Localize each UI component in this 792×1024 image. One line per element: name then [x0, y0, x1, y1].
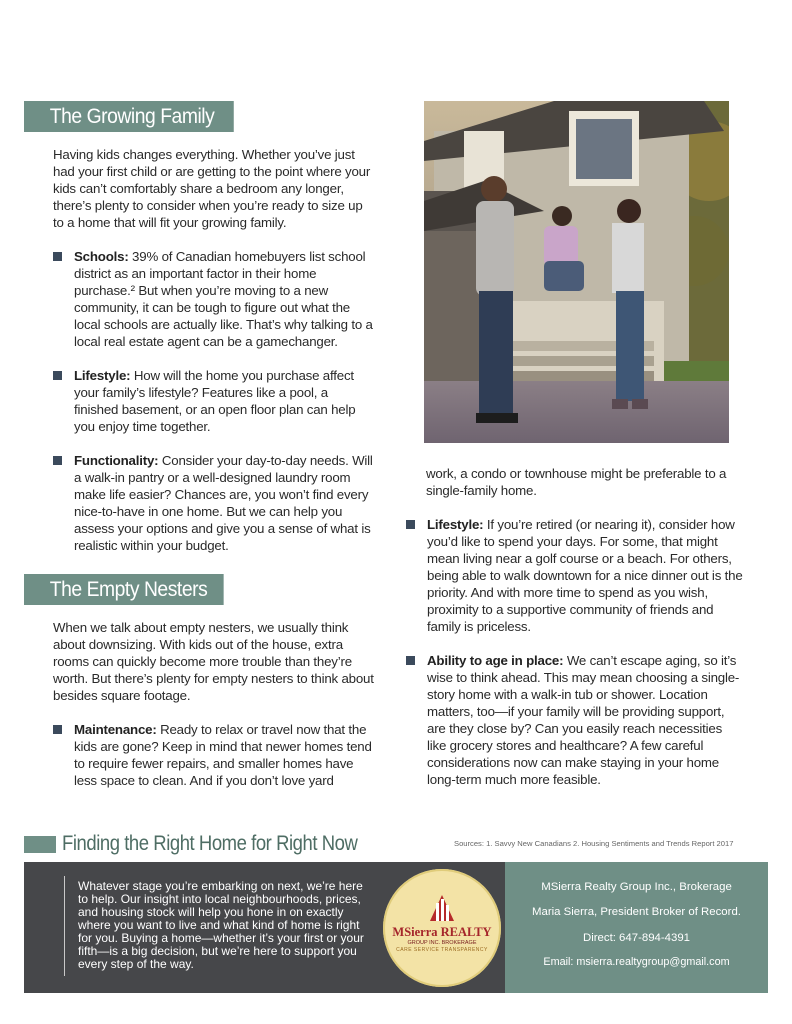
bullet-body: Consider your day-to-day needs. Will a walk-in pantry or a well-designed laundry room make life easier? Chances are, you won’t find every nice-to-have in one home. But we can help you assess your options and give you a sense of what is realistic within your budget.: [74, 453, 373, 553]
bullet-square-icon: [53, 456, 62, 465]
bullet-label: Maintenance:: [74, 722, 157, 737]
bullet-label: Ability to age in place:: [427, 653, 564, 668]
growing-family-title: The Growing Family: [49, 105, 215, 128]
bullet-text: [427, 516, 744, 635]
bullet-body: If you’re retired (or nearing it), consider how you’d like to spend your days. For some, that might mean living near a golf course or a beach. For others, being able to walk downtown for a nice dinner out is the priority. And with more time to spend as you wish, proximity to a supportive community of friends and family is priceless.: [427, 517, 743, 634]
bullet-schools: [53, 248, 375, 350]
bullet-square-icon: [53, 725, 62, 734]
bullet-text: [74, 721, 375, 789]
family-photo-illustration: [424, 101, 729, 443]
bullet-lifestyle: [53, 367, 375, 435]
bullet-body: How will the home you purchase affect your family’s lifestyle? Features like a pool, a finished basement, or an open floor plan can help you enjoy time together.: [74, 368, 356, 434]
contact-email: Email: msierra.realtygroup@gmail.com: [543, 956, 730, 968]
bullet-text: [427, 652, 744, 788]
right-column: [426, 465, 744, 788]
empty-nesters-left: [53, 619, 375, 789]
family-photo: [424, 101, 729, 443]
finding-heading: Finding the Right Home for Right Now: [62, 832, 358, 855]
section-title-empty-nesters: [24, 574, 224, 605]
bullet-text: [74, 248, 375, 350]
bullet-square-icon: [406, 520, 415, 529]
bullet-text: [74, 367, 375, 435]
logo-name: MSierra REALTY: [392, 925, 492, 939]
bullet-label: Lifestyle:: [427, 517, 484, 532]
bullet-age-in-place: [406, 652, 744, 788]
bullet-text: [74, 452, 375, 554]
section-title-growing-family: [24, 101, 234, 132]
bullet-retired-lifestyle: [406, 516, 744, 635]
footer-body: Whatever stage you’re embarking on next, we’re here to help. Our insight into local neighbourhoods, prices, and housing stock will help you hone in on exactly where you want to live and what kind of home is right for you. Buying a home—whether it’s your first or your fifth—is a big decision, but we’re here to support you every step of the way.: [78, 879, 364, 971]
bullet-body: 39% of Canadian homebuyers list school district as an important factor in their home purchase.² But when you’re moving to a new community, it can be tough to figure out what the local schools are actually like. That’s why talking to a local real estate agent can be a gamechanger.: [74, 249, 373, 349]
contact-panel: [505, 862, 768, 993]
finding-heading-bar: [24, 836, 56, 853]
bullet-maintenance: [53, 721, 375, 789]
bullet-body: Ready to relax or travel now that the kids are gone? Keep in mind that newer homes tend to require fewer repairs, and smaller homes have less space to clean. And if you don’t love yard: [74, 722, 372, 788]
growing-family-intro: Having kids changes everything. Whether you’ve just had your first child or are getting to the point where your kids can’t comfortably share a bedroom any longer, there’s plenty to consider when you’re ready to size up to a home that will fit your growing family.: [53, 147, 371, 230]
bullet-square-icon: [53, 252, 62, 261]
brand-logo: [383, 869, 501, 987]
maintenance-continued: work, a condo or townhouse might be preferable to a single-family home.: [426, 466, 727, 498]
bullet-square-icon: [53, 371, 62, 380]
bullet-square-icon: [406, 656, 415, 665]
logo-sub: GROUP INC. BROKERAGE: [407, 940, 477, 946]
contact-company: MSierra Realty Group Inc., Brokerage: [541, 881, 732, 893]
contact-broker: Maria Sierra, President Broker of Record.: [532, 906, 741, 918]
footer-divider: [64, 876, 65, 976]
bullet-label: Functionality:: [74, 453, 159, 468]
contact-phone: Direct: 647-894-4391: [582, 932, 690, 944]
empty-nesters-intro: When we talk about empty nesters, we usually think about downsizing. With kids out of the house, extra rooms can quickly become more trouble than they’re worth. But there’s plenty for empty nesters to think about besides square footage.: [53, 620, 374, 703]
bullet-body: We can’t escape aging, so it’s wise to think ahead. This may mean choosing a single-story home with a walk-in tub or shower. Location matters, too—if your family will be providing support, are they close by? Can you easily reach necessities like grocery stores and healthcare? A few careful considerations now can make staying in your home long-term much more feasible.: [427, 653, 740, 787]
bullet-label: Schools:: [74, 249, 129, 264]
logo-tagline: CARE SERVICE TRANSPARENCY: [396, 947, 488, 953]
empty-nesters-title: The Empty Nesters: [49, 578, 208, 601]
bullet-label: Lifestyle:: [74, 368, 131, 383]
sources-note: Sources: 1. Savvy New Canadians 2. Housing Sentiments and Trends Report 2017: [454, 839, 734, 848]
bullet-functionality: [53, 452, 375, 554]
left-column: [53, 146, 375, 554]
